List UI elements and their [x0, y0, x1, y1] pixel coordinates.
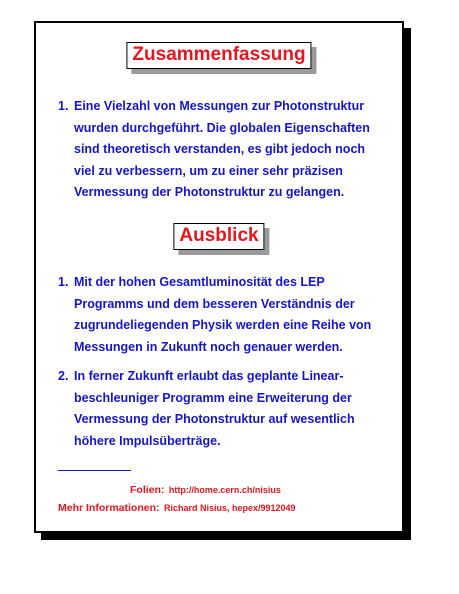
- list-number: 1.: [58, 275, 69, 289]
- summary-list: [58, 96, 388, 212]
- summary-title: Zusammenfassung: [126, 42, 311, 69]
- text-line: viel zu verbessern, um zu einer sehr präzisen: [74, 163, 343, 178]
- list-number: 1.: [58, 99, 69, 113]
- slides-link[interactable]: http://home.cern.ch/nisius: [168, 485, 281, 495]
- info-footnote: [58, 498, 296, 516]
- text-line: In ferner Zukunft erlaubt das geplante Linear-: [74, 369, 344, 383]
- text-line: Eine Vielzahl von Messungen zur Photonstruktur: [74, 99, 365, 113]
- text-line: Vermessung der Photonstruktur zu gelangen.: [74, 185, 345, 199]
- summary-item-1: [58, 96, 388, 204]
- text-line: Mit der hohen Gesamtluminosität des LEP: [74, 275, 325, 289]
- text-line: beschleuniger Programm eine Erweiterung der: [74, 390, 352, 405]
- text-line: höhere Impulsüberträge.: [74, 433, 221, 448]
- slides-label: Folien:: [130, 484, 165, 496]
- text-line: Programms und dem besseren Verständnis der: [74, 296, 355, 311]
- outlook-item-1: [58, 272, 388, 358]
- slide-frame: [34, 21, 404, 533]
- list-number: 2.: [58, 369, 69, 383]
- outlook-list: [58, 272, 388, 460]
- outlook-item-2: [58, 366, 388, 452]
- text-line: Vermessung der Photonstruktur auf wesentlich: [74, 412, 355, 426]
- footnote-rule: [58, 470, 131, 471]
- outlook-title: Ausblick: [173, 223, 264, 250]
- text-line: wurden durchgeführt. Die globalen Eigenschaften: [74, 120, 370, 135]
- text-line: sind theoretisch verstanden, es gibt jedoch noch: [74, 142, 366, 156]
- text-line: Messungen in Zukunft noch genauer werden.: [74, 339, 343, 354]
- info-reference: Richard Nisius, hepex/9912049: [163, 503, 296, 513]
- slides-footnote: [130, 480, 281, 498]
- text-line: zugrundeliegenden Physik werden eine Reihe von: [74, 318, 372, 332]
- info-label: Mehr Informationen:: [58, 502, 160, 514]
